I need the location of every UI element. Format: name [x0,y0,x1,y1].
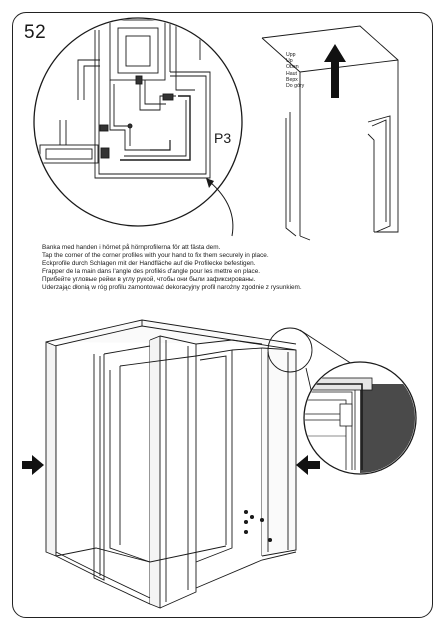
detail-circle-top [34,18,242,236]
instruction-line: Прибейте угловые рейки в углу рукой, чтобы они были зафиксированы. [42,276,256,284]
direction-label: Haut [286,70,297,77]
direction-label: Upp [286,52,296,58]
direction-label: Oben [286,64,299,71]
direction-labels [286,52,304,89]
detail-label: P3 [214,130,232,146]
direction-label: Верх [286,76,298,83]
instruction-line: Uderzając dłonią w róg profilu zamontować dekoracyjny profil narożny zgodnie z rysunkiem. [42,284,302,292]
left-arrow-icon [22,455,44,475]
instruction-line: Eckprofile durch Schlagen mit der Handfläche auf die Profilecke befestigen. [42,260,256,268]
direction-label: Up [286,58,293,65]
step-number: 52 [24,22,47,43]
instruction-text [42,244,412,293]
up-arrow-icon [324,44,346,98]
instruction-line: Tap the corner of the corner profiles with your hand to fix them securely in place. [42,252,269,260]
direction-label: Do góry [286,83,305,90]
instruction-line: Frapper de la main dans l'angle des profilés d'angle pour les mettre en place. [42,268,261,276]
right-arrow-icon [296,455,320,475]
cabin-drawing [46,320,296,608]
instruction-line: Banka med handen i hörnet på hörnprofilerna för att fästa dem. [42,244,221,251]
